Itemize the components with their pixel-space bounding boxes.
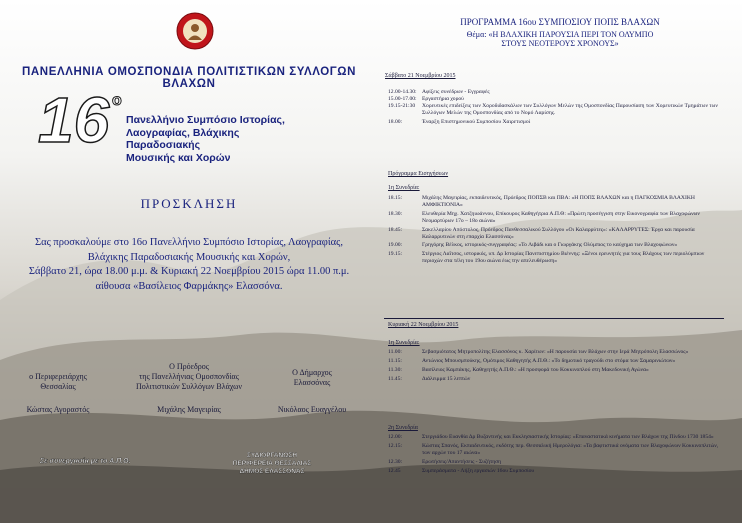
federation-title: ΠΑΝΕΛΛΗΝΙΑ ΟΜΟΣΠΟΝΔΙΑ ΠΟΛΙΤΙΣΤΙΚΩΝ ΣΥΛΛΟΓΩΝ ΒΛΑΧΩΝ: [21, 66, 357, 90]
talk-desc: Βασίλειος Καμπάκης, Καθηγητής Α.Π.Θ.: «Η προσφορά του Κοκκινοπλού στη Μακεδονική Αγώνα»: [422, 366, 649, 373]
talk-row: [388, 434, 726, 441]
saturday-heading: Σάββατο 21 Νοεμβρίου 2015: [385, 73, 456, 79]
schedule-row: [388, 103, 726, 117]
talk-desc: Διάλειμμα 15 λεπτών: [422, 375, 471, 382]
sunday-talks-2: [388, 434, 726, 475]
talk-time: 11.45:: [388, 375, 402, 382]
symposium-title-line: Λαογραφίας, Βλάχικης Παραδοσιακής: [126, 126, 240, 151]
talk-row: [388, 376, 726, 383]
session-heading: 1η Συνεδρία:: [388, 185, 420, 191]
signatory-role-line: Θεσσαλίας: [40, 382, 76, 391]
talk-row: [388, 251, 726, 265]
speeches-heading: Πρόγραμμα Εισηγήσεων: [388, 171, 449, 177]
signatory-role-line: Ο Δήμαρχος: [292, 368, 332, 377]
signatory-role-line: Ελασσόνας: [293, 378, 331, 387]
talk-desc: Κώστας Σπανός, Εκπαιδευτικός, εκδότης περ. Θεσσαλική Ημερολόγια: «Τα βαφτιστικά ονόματα των Βλαχοφώνων Κοκκινοπλιτών, των αρχών του 17 αιώνα»: [422, 442, 719, 456]
talk-desc: Συμπεράσματα - Λήξη εργασιών 16ου Συμποσίου: [422, 467, 535, 474]
talk-row: [388, 358, 726, 365]
talk-time: 18.30:: [388, 210, 403, 217]
talk-time: 18.15:: [388, 195, 403, 201]
invitation-text: [0, 236, 378, 294]
talk-time: 12.30:: [388, 458, 403, 465]
cooperation-note: Σε συνεργασία με το Α.Π.Θ.: [40, 458, 131, 465]
signatory-role-governor: [8, 372, 108, 392]
talk-time: 12.15:: [388, 442, 403, 449]
talk-desc: Σακελλαρίου Απόστολος, Πρόεδρος Πανθεσσαλικού Συλλόγου «Οι Καλαρρύτες»: «ΚΑΛΑΡΡΥΤΕΣ: Έργα και παρουσία Καλαρρυτινών στη επαρχία Ελασσόνας»: [422, 226, 695, 240]
signatory-role-president: [118, 362, 260, 392]
program-theme: [378, 30, 742, 48]
talk-row: [388, 349, 726, 356]
day-divider: [384, 318, 724, 319]
talk-desc: Ερωτήσεις/Απαντήσεις - Συζήτηση: [422, 458, 502, 465]
talk-time: 19.15:: [388, 251, 403, 258]
schedule-desc: Έναρξη Επιστημονικού Συμποσίου Χαιρετισμοί: [422, 118, 531, 125]
talk-time: 11.15:: [388, 357, 402, 364]
schedule-row: [388, 119, 726, 126]
talk-time: 18.45:: [388, 226, 403, 233]
talk-desc: Στεργιάδου Ευανθία Δρ Βυζαντινής και Εκκλησιαστικής Ιστορίας: «Επαναστατικά κινήματα των Βλάχων της Πίνδου 1730 1854»: [422, 434, 714, 440]
signatory-name: Νικόλαος Ευαγγέλου: [277, 405, 347, 414]
saturday-talks: [388, 195, 726, 265]
organizer-block: [222, 452, 322, 476]
symposium-ordinal: ο: [112, 92, 122, 109]
session-heading: 1η Συνεδρία:: [388, 340, 420, 346]
talk-desc: Μιχάλης Μαγειρίας, εκπαιδευτικός, Πρόεδρος ΠΟΠΣΒ και ΠΒΑ: «Η ΠΟΠΣ ΒΛΑΧΩΝ και η ΠΑΓΚΟΣΜΙΑ ΒΛΑΧΙΚΗ ΑΜΦΙΚΤΙΟΝΙΑ»: [422, 195, 695, 208]
schedule-time: 12.00-14.30:: [388, 89, 417, 95]
program-theme-line: Θέμα: «Η ΒΛΑΧΙΚΗ ΠΑΡΟΥΣΙΑ ΠΕΡΙ ΤΟΝ ΟΛΥΜΠΟ: [466, 30, 654, 39]
talk-time: 11.30:: [388, 366, 402, 373]
session-heading: 2η Συνεδρία: [388, 425, 418, 431]
talk-row: [388, 443, 726, 457]
symposium-number: 16: [38, 84, 110, 156]
talk-row: [388, 211, 726, 225]
invitation-line: αίθουσα «Βασίλειος Φαρμάκης» Ελασσόνα.: [95, 280, 283, 292]
invitation-line: Βλάχικης Παραδοσιακής Μουσικής και Χορών,: [87, 251, 291, 263]
federation-logo-icon: [176, 12, 214, 50]
symposium-title-line: Μουσικής και Χορών: [126, 151, 231, 164]
schedule-row: [388, 96, 726, 103]
talk-row: [388, 195, 726, 209]
invitation-line: Σάββατο 21, ώρα 18.00 μ.μ. & Κυριακή 22 Νοεμβρίου 2015 ώρα 11.00 π.μ.: [28, 266, 350, 277]
talk-desc: Γρηγόρης Βέλκος, ιστορικός-συγγραφέας: «Το Λιβάδι και ο Γιωργάκης Ολύμπιος το καύχημα των Βλαχοφώνων»: [422, 242, 678, 249]
schedule-time: 19.15-21:30: [388, 102, 416, 109]
signatory-role-line: ο Περιφερειάρχης: [29, 372, 87, 381]
talk-row: [388, 459, 726, 466]
invitation-line: Σας προσκαλούμε στο 16ο Πανελλήνιο Συμπόσιο Ιστορίας, Λαογραφίας,: [35, 237, 343, 248]
schedule-row: [388, 89, 726, 96]
talk-time: 12.45: [388, 467, 401, 474]
schedule-time: 18.00:: [388, 118, 403, 125]
talk-time: 12.00:: [388, 434, 403, 440]
sunday-talks-1: [388, 349, 726, 383]
talk-desc: Ελευθερία Μηχ. Χατζηιωάννου, Επίκουρος Καθηγήτρια Α.Π.Θ: «Πρώτη προσέγγιση στην Εικονογραφία των Βλαχοφώνων Νεομαρτύρων 17ο – 18ο αιώνα»: [422, 210, 700, 224]
invitation-heading: ΠΡΟΣΚΛΗΣΗ: [140, 196, 238, 211]
signatory-role-line: Ο Πρόεδρος: [169, 362, 209, 371]
program-theme-line: ΣΤΟΥΣ ΝΕΟΤΕΡΟΥΣ ΧΡΟΝΟΥΣ»: [501, 39, 619, 48]
talk-row: [388, 468, 726, 475]
talk-row: [388, 367, 726, 374]
signatory-role-line: της Πανελλήνιας Ομοσπονδίας: [139, 372, 239, 381]
schedule-desc: Χορευτικές επιδείξεις των Χοροδιδασκάλων των Συλλόγων Μελών της Ομοσπονδίας Παρουσίαση των Χορευτικών Τμημάτων των Συλλόγων Μελών της Ομοσπονδίας από το Νομό Λαρίσης.: [422, 102, 718, 116]
talk-time: 11.00:: [388, 349, 402, 355]
symposium-title: [126, 114, 296, 164]
schedule-time: 15.00-17.00:: [388, 95, 417, 102]
schedule-desc: Αφίξεις συνέδρων - Εγγραφές: [422, 89, 490, 95]
program-title: ΠΡΟΓΡΑΜΜΑ 16ου ΣΥΜΠΟΣΙΟΥ ΠΟΠΣ ΒΛΑΧΩΝ: [460, 17, 660, 27]
signatory-role-mayor: [262, 368, 362, 388]
schedule-desc: Εργαστήρια χορού: [422, 95, 464, 102]
organizer-line: ΔΗΜΟΣ ΕΛΑΣΣΟΝΑΣ: [239, 468, 305, 475]
talk-row: [388, 227, 726, 241]
talk-desc: Σεβασμιότατος Μητροπολίτης Ελασσόνος κ. Χαρίτων: «Η παρουσία των Βλάχων στην Ιερά Μητρόπολη Ελασσώνος»: [422, 349, 689, 355]
talk-desc: Στέργιος Λαΐτσος, ιστορικός, υπ. Δρ Ιστορίας Πανεπιστημίου Βιέννης: «Ξένοι ερευνητές για τους Βλάχους των περιολύμπιων περιοχών στα τέλη του 19ου αιώνα έως την απελευθέρωση»: [422, 251, 705, 265]
symposium-title-line: Πανελλήνιο Συμπόσιο Ιστορίας,: [126, 114, 285, 126]
talk-row: [388, 242, 726, 249]
sunday-heading: Κυριακή 22 Νοεμβρίου 2015: [388, 322, 459, 328]
saturday-schedule: [388, 89, 726, 126]
talk-time: 19.00:: [388, 242, 403, 249]
talk-desc: Αντώνιος Μπουσμπούκης, Ομότιμος Καθηγητής Α.Π.Θ.: «Το δημοτικό τραγούδι στο στόμα των Σαμαρινιώτων»: [422, 357, 676, 364]
organizer-line: ΠΕΡΙΦΕΡΕΙΑ ΘΕΣΣΑΛΙΑΣ: [232, 460, 312, 467]
signatory-name: Μιχάλης Μαγειρίας: [157, 405, 221, 414]
signatory-role-line: Πολιτιστικών Συλλόγων Βλάχων: [135, 382, 243, 391]
organizer-line: ΣΥΔΙΟΡΓΑΝΩΣΗ: [247, 452, 297, 459]
signatory-name: Κώστας Αγοραστός: [26, 405, 90, 414]
